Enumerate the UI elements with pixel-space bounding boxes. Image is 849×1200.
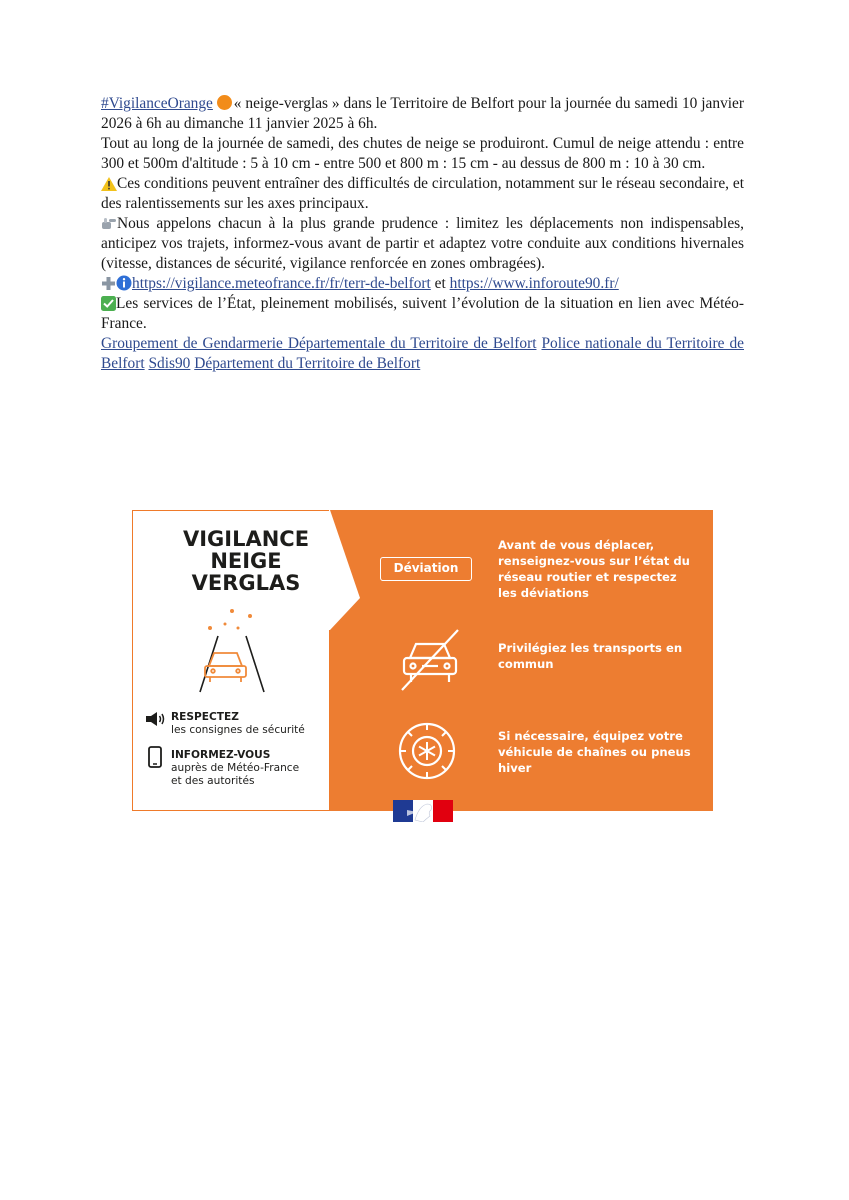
advice-equipement: Si nécessaire, équipez votre véhicule de chaînes ou pneus hiver <box>498 729 691 775</box>
advice-deviation: Avant de vous déplacer, renseignez-vous sur l’état du réseau routier et respectez les déviations <box>498 538 690 600</box>
tip-informez <box>171 749 299 788</box>
tag-police-nationale[interactable]: Police nationale du Territoire de Belfort <box>101 335 744 372</box>
warning-icon <box>101 177 117 191</box>
paragraph-snow-forecast: Tout au long de la journée de samedi, des chutes de neige se produiront. Cumul de neige attendu : entre 300 et 500m d'altitude : 5 à 10 cm - entre 500 et 800 m : 15 cm - au dessus de 800 m : 10 à 30 cm. <box>101 135 744 172</box>
inforoute90-link[interactable]: https://www.inforoute90.fr/ <box>449 275 619 292</box>
vigilance-meteofrance-link[interactable]: https://vigilance.meteofrance.fr/fr/terr-de-belfort <box>132 275 431 292</box>
advice-transports: Privilégiez les transports en commun <box>498 641 683 671</box>
paragraph-1-text: « neige-verglas » dans le Territoire de Belfort pour la journée du samedi 10 janvier 2026 à 6h au dimanche 11 janvier 2025 à 6h. <box>101 95 744 132</box>
check-mark-icon <box>101 296 116 311</box>
infographic-title <box>132 528 360 594</box>
paragraph-services <box>101 294 744 334</box>
info-icon <box>116 275 132 291</box>
title-line-verglas: VERGLAS <box>191 571 301 595</box>
car-snow-road-icon <box>194 606 274 696</box>
tag-gendarmerie[interactable]: Groupement de Gendarmerie Départementale du Territoire de Belfort <box>101 335 537 352</box>
paragraph-links <box>101 274 744 294</box>
tip-respectez-title: RESPECTEZ <box>171 711 239 723</box>
republique-francaise-logo <box>393 800 453 822</box>
tip-informez-title: INFORMEZ-VOUS <box>171 749 271 761</box>
paragraph-conditions <box>101 174 744 214</box>
title-line-vigilance: VIGILANCE <box>182 527 310 551</box>
pointing-hand-icon <box>101 217 117 231</box>
tip-informez-line2: auprès de Météo-France <box>171 762 300 774</box>
hashtag-link[interactable]: #VigilanceOrange <box>101 95 213 112</box>
tag-list <box>101 334 744 374</box>
megaphone-icon <box>146 711 166 727</box>
tip-respectez <box>171 711 305 737</box>
paragraph-4-text: Nous appelons chacun à la plus grande prudence : limitez les déplacements non indispensables, anticipez vos trajets, informez-vous avant de partir et adaptez votre conduite aux conditions hivernales (vitesse, distances de sécurité, vigilance renforcée en zones ombragées). <box>101 215 744 272</box>
orange-circle-icon <box>217 95 232 110</box>
title-line-neige: NEIGE <box>210 549 282 573</box>
article-text <box>101 94 744 374</box>
paragraph-vigilance <box>101 94 744 134</box>
paragraph-6-text: Les services de l’État, pleinement mobilisés, suivent l’évolution de la situation en lien avec Météo-France. <box>101 295 744 332</box>
link-joiner: et <box>430 275 450 292</box>
tip-respectez-text: les consignes de sécurité <box>171 724 305 736</box>
tag-departement[interactable]: Département du Territoire de Belfort <box>194 355 421 372</box>
snow-tire-icon <box>396 720 458 782</box>
crossed-car-icon <box>396 628 466 692</box>
deviation-badge: Déviation <box>380 557 472 581</box>
tag-sdis90[interactable]: Sdis90 <box>148 355 191 372</box>
plus-icon <box>101 276 116 291</box>
paragraph-prudence <box>101 214 744 274</box>
tip-informez-line3: et des autorités <box>171 775 255 787</box>
paragraph-3-text: Ces conditions peuvent entraîner des difficultés de circulation, notamment sur le réseau secondaire, et des ralentissements sur les axes principaux. <box>101 175 744 212</box>
vigilance-infographic <box>132 510 713 811</box>
smartphone-icon <box>148 746 162 768</box>
